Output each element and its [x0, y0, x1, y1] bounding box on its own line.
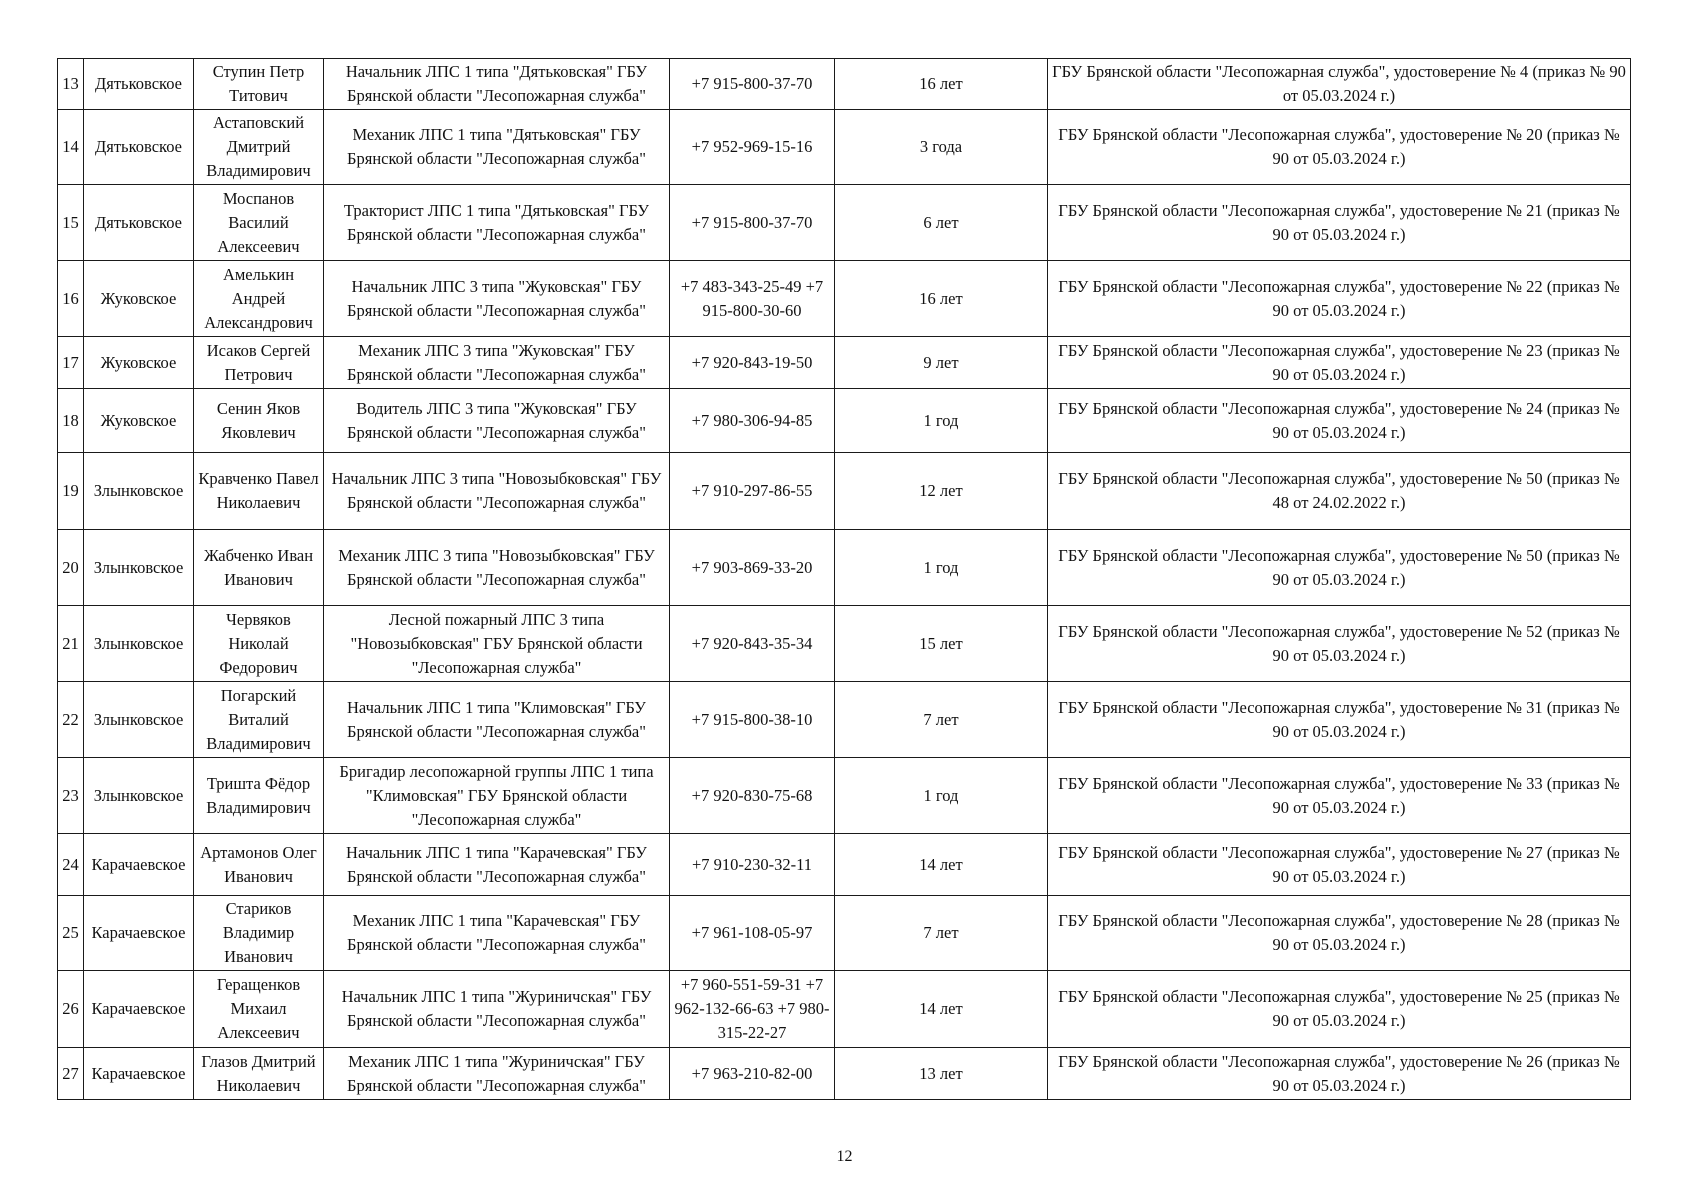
certificate-cell: ГБУ Брянской области "Лесопожарная служба", удостоверение № 24 (приказ № 90 от 05.03.2024 г.) [1048, 389, 1631, 453]
table-row [58, 1048, 1631, 1100]
position-cell: Начальник ЛПС 3 типа "Жуковская" ГБУ Брянской области "Лесопожарная служба" [324, 261, 670, 337]
row-number-cell: 18 [58, 389, 84, 453]
certificate-cell: ГБУ Брянской области "Лесопожарная служба", удостоверение № 27 (приказ № 90 от 05.03.2024 г.) [1048, 834, 1631, 896]
phone-cell: +7 910-297-86-55 [670, 453, 835, 530]
certificate-cell: ГБУ Брянской области "Лесопожарная служба", удостоверение № 31 (приказ № 90 от 05.03.2024 г.) [1048, 682, 1631, 758]
experience-cell: 9 лет [835, 337, 1048, 389]
position-cell: Тракторист ЛПС 1 типа "Дятьковская" ГБУ Брянской области "Лесопожарная служба" [324, 185, 670, 261]
experience-cell: 14 лет [835, 971, 1048, 1048]
position-cell: Механик ЛПС 3 типа "Жуковская" ГБУ Брянской области "Лесопожарная служба" [324, 337, 670, 389]
name-cell: Погарский Виталий Владимирович [194, 682, 324, 758]
phone-cell: +7 961-108-05-97 [670, 896, 835, 971]
experience-cell: 15 лет [835, 606, 1048, 682]
district-cell: Злынковское [84, 453, 194, 530]
row-number-cell: 19 [58, 453, 84, 530]
position-cell: Начальник ЛПС 1 типа "Журиничская" ГБУ Брянской области "Лесопожарная служба" [324, 971, 670, 1048]
experience-cell: 14 лет [835, 834, 1048, 896]
table-row [58, 896, 1631, 971]
district-cell: Жуковское [84, 261, 194, 337]
table-row [58, 834, 1631, 896]
name-cell: Жабченко Иван Иванович [194, 530, 324, 606]
experience-cell: 12 лет [835, 453, 1048, 530]
phone-cell: +7 903-869-33-20 [670, 530, 835, 606]
row-number-cell: 17 [58, 337, 84, 389]
name-cell: Стариков Владимир Иванович [194, 896, 324, 971]
phone-cell: +7 915-800-37-70 [670, 185, 835, 261]
phone-cell: +7 963-210-82-00 [670, 1048, 835, 1100]
row-number-cell: 16 [58, 261, 84, 337]
certificate-cell: ГБУ Брянской области "Лесопожарная служба", удостоверение № 28 (приказ № 90 от 05.03.2024 г.) [1048, 896, 1631, 971]
row-number-cell: 25 [58, 896, 84, 971]
page-number: 12 [836, 1148, 853, 1165]
table-row [58, 185, 1631, 261]
certificate-cell: ГБУ Брянской области "Лесопожарная служба", удостоверение № 26 (приказ № 90 от 05.03.2024 г.) [1048, 1048, 1631, 1100]
district-cell: Карачаевское [84, 971, 194, 1048]
phone-cell: +7 483-343-25-49 +7 915-800-30-60 [670, 261, 835, 337]
experience-cell: 1 год [835, 389, 1048, 453]
district-cell: Жуковское [84, 389, 194, 453]
experience-cell: 7 лет [835, 896, 1048, 971]
position-cell: Лесной пожарный ЛПС 3 типа "Новозыбковская" ГБУ Брянской области "Лесопожарная служба" [324, 606, 670, 682]
position-cell: Механик ЛПС 3 типа "Новозыбковская" ГБУ Брянской области "Лесопожарная служба" [324, 530, 670, 606]
table-row [58, 110, 1631, 185]
position-cell: Начальник ЛПС 1 типа "Климовская" ГБУ Брянской области "Лесопожарная служба" [324, 682, 670, 758]
district-cell: Злынковское [84, 758, 194, 834]
row-number-cell: 20 [58, 530, 84, 606]
row-number-cell: 14 [58, 110, 84, 185]
phone-cell: +7 920-843-19-50 [670, 337, 835, 389]
certificate-cell: ГБУ Брянской области "Лесопожарная служба", удостоверение № 50 (приказ № 48 от 24.02.2022 г.) [1048, 453, 1631, 530]
position-cell: Механик ЛПС 1 типа "Дятьковская" ГБУ Брянской области "Лесопожарная служба" [324, 110, 670, 185]
experience-cell: 16 лет [835, 59, 1048, 110]
name-cell: Ступин Петр Титович [194, 59, 324, 110]
position-cell: Начальник ЛПС 1 типа "Дятьковская" ГБУ Брянской области "Лесопожарная служба" [324, 59, 670, 110]
position-cell: Водитель ЛПС 3 типа "Жуковская" ГБУ Брянской области "Лесопожарная служба" [324, 389, 670, 453]
row-number-cell: 23 [58, 758, 84, 834]
phone-cell: +7 952-969-15-16 [670, 110, 835, 185]
row-number-cell: 26 [58, 971, 84, 1048]
certificate-cell: ГБУ Брянской области "Лесопожарная служба", удостоверение № 23 (приказ № 90 от 05.03.2024 г.) [1048, 337, 1631, 389]
certificate-cell: ГБУ Брянской области "Лесопожарная служба", удостоверение № 22 (приказ № 90 от 05.03.2024 г.) [1048, 261, 1631, 337]
name-cell: Червяков Николай Федорович [194, 606, 324, 682]
phone-cell: +7 910-230-32-11 [670, 834, 835, 896]
phone-cell: +7 920-830-75-68 [670, 758, 835, 834]
table-row [58, 682, 1631, 758]
experience-cell: 3 года [835, 110, 1048, 185]
position-cell: Механик ЛПС 1 типа "Журиничская" ГБУ Брянской области "Лесопожарная служба" [324, 1048, 670, 1100]
name-cell: Исаков Сергей Петрович [194, 337, 324, 389]
name-cell: Артамонов Олег Иванович [194, 834, 324, 896]
experience-cell: 1 год [835, 758, 1048, 834]
district-cell: Дятьковское [84, 59, 194, 110]
phone-cell: +7 920-843-35-34 [670, 606, 835, 682]
row-number-cell: 15 [58, 185, 84, 261]
table-row [58, 530, 1631, 606]
experience-cell: 7 лет [835, 682, 1048, 758]
position-cell: Механик ЛПС 1 типа "Карачевская" ГБУ Брянской области "Лесопожарная служба" [324, 896, 670, 971]
position-cell: Бригадир лесопожарной группы ЛПС 1 типа "Климовская" ГБУ Брянской области "Лесопожарная служба" [324, 758, 670, 834]
table-body [58, 59, 1631, 1100]
name-cell: Геращенков Михаил Алексеевич [194, 971, 324, 1048]
name-cell: Глазов Дмитрий Николаевич [194, 1048, 324, 1100]
district-cell: Злынковское [84, 682, 194, 758]
certificate-cell: ГБУ Брянской области "Лесопожарная служба", удостоверение № 25 (приказ № 90 от 05.03.2024 г.) [1048, 971, 1631, 1048]
experience-cell: 1 год [835, 530, 1048, 606]
certificate-cell: ГБУ Брянской области "Лесопожарная служба", удостоверение № 52 (приказ № 90 от 05.03.2024 г.) [1048, 606, 1631, 682]
table-row [58, 59, 1631, 110]
row-number-cell: 13 [58, 59, 84, 110]
certificate-cell: ГБУ Брянской области "Лесопожарная служба", удостоверение № 33 (приказ № 90 от 05.03.2024 г.) [1048, 758, 1631, 834]
name-cell: Сенин Яков Яковлевич [194, 389, 324, 453]
table-row [58, 337, 1631, 389]
table-row [58, 758, 1631, 834]
certificate-cell: ГБУ Брянской области "Лесопожарная служба", удостоверение № 21 (приказ № 90 от 05.03.2024 г.) [1048, 185, 1631, 261]
table-row [58, 606, 1631, 682]
row-number-cell: 27 [58, 1048, 84, 1100]
phone-cell: +7 915-800-37-70 [670, 59, 835, 110]
district-cell: Карачаевское [84, 1048, 194, 1100]
name-cell: Моспанов Василий Алексеевич [194, 185, 324, 261]
phone-cell: +7 915-800-38-10 [670, 682, 835, 758]
district-cell: Жуковское [84, 337, 194, 389]
experience-cell: 6 лет [835, 185, 1048, 261]
row-number-cell: 24 [58, 834, 84, 896]
name-cell: Амелькин Андрей Александрович [194, 261, 324, 337]
district-cell: Карачаевское [84, 834, 194, 896]
table-row [58, 971, 1631, 1048]
experience-cell: 16 лет [835, 261, 1048, 337]
name-cell: Кравченко Павел Николаевич [194, 453, 324, 530]
district-cell: Карачаевское [84, 896, 194, 971]
table-row [58, 389, 1631, 453]
table-row [58, 453, 1631, 530]
position-cell: Начальник ЛПС 1 типа "Карачевская" ГБУ Брянской области "Лесопожарная служба" [324, 834, 670, 896]
phone-cell: +7 960-551-59-31 +7 962-132-66-63 +7 980-315-22-27 [670, 971, 835, 1048]
name-cell: Астаповский Дмитрий Владимирович [194, 110, 324, 185]
certificate-cell: ГБУ Брянской области "Лесопожарная служба", удостоверение № 50 (приказ № 90 от 05.03.2024 г.) [1048, 530, 1631, 606]
row-number-cell: 22 [58, 682, 84, 758]
phone-cell: +7 980-306-94-85 [670, 389, 835, 453]
table-row [58, 261, 1631, 337]
experience-cell: 13 лет [835, 1048, 1048, 1100]
district-cell: Дятьковское [84, 110, 194, 185]
personnel-table [57, 58, 1631, 1100]
position-cell: Начальник ЛПС 3 типа "Новозыбковская" ГБУ Брянской области "Лесопожарная служба" [324, 453, 670, 530]
district-cell: Дятьковское [84, 185, 194, 261]
district-cell: Злынковское [84, 530, 194, 606]
district-cell: Злынковское [84, 606, 194, 682]
name-cell: Тришта Фёдор Владимирович [194, 758, 324, 834]
certificate-cell: ГБУ Брянской области "Лесопожарная служба", удостоверение № 4 (приказ № 90 от 05.03.2024 г.) [1048, 59, 1631, 110]
row-number-cell: 21 [58, 606, 84, 682]
certificate-cell: ГБУ Брянской области "Лесопожарная служба", удостоверение № 20 (приказ № 90 от 05.03.2024 г.) [1048, 110, 1631, 185]
